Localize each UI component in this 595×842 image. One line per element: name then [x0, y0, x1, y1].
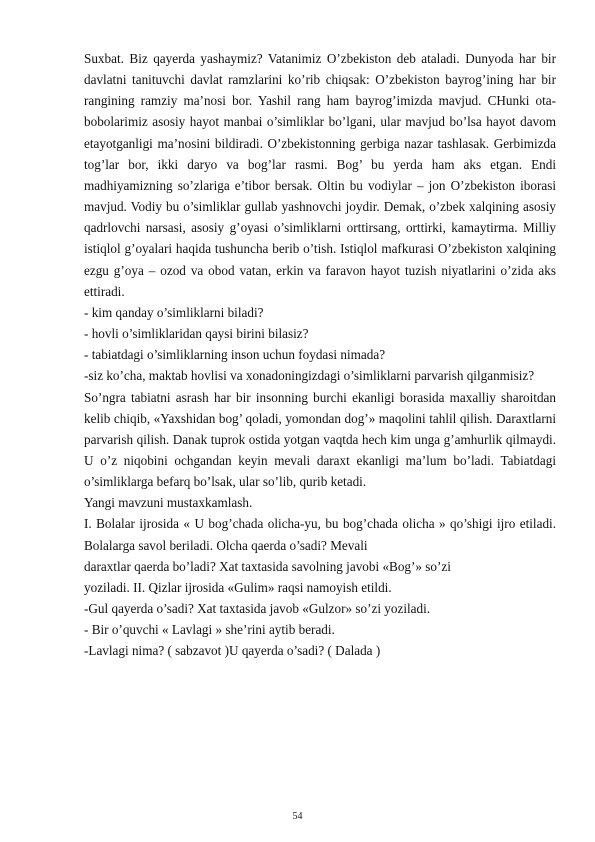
document-page: [84, 48, 556, 662]
body-paragraph: So’ngra tabiatni asrash har bir insonning burchi ekanligi borasida maxalliy sharoitdan kelib chiqib, «Yaxshidan bog’ qoladi, yomondan dog’» maqolini tahlil qilish. Daraxtlarni parvarish qilish. Danak tuprok ostida yotgan vaqtda hech kim unga g’amhurlik qilmaydi. U o’z niqobini ochgandan keyin mevali daraxt ekanligi ma’lum bo’ladi. Tabiatdagi o’simliklarga befarq bo’lsak, ular so’lib, qurib ketadi.: [84, 389, 556, 490]
question-paragraph: -siz ko’cha, maktab hovlisi va xonadoningizdagi o’simliklarni parvarish qilganmisiz?: [84, 368, 535, 384]
question-line: - kim qanday o’simliklarni biladi?: [84, 304, 264, 320]
text-line: yoziladi. II. Qizlar ijrosida «Gulim» raqsi namoyish etildi.: [84, 579, 392, 595]
intro-paragraph: Suxbat. Biz qayerda yashaymiz? Vatanimiz O’zbekiston deb ataladi. Dunyoda har bir davlatni tanituvchi davlat ramzlarini ko’rib chiqsak: O’zbekiston bayrog’ining har bir rangining ramziy ma’nosi bor. Yashil rang ham bayrog’imizda mavjud. CHunki ota-bobolarimiz asosiy hayot manbai o’simliklar bo’lgani, ular mavjud bo’lsa hayot davom etayotganligi ma’nosini bildiradi. O’zbekistonning gerbiga nazar tashlasak. Gerbimizda tog’lar bor, ikki daryo va bog’lar rasmi. Bog’ bu yerda ham aks etgan. Endi madhiyamizning so’zlariga e’tibor bersak. Oltin bu vodiylar – jon O’zbekiston iborasi mavjud. Vodiy bu o’simliklar gullab yashnovchi joydir. Demak, o’zbek xalqining asosiy qadrlovchi narsasi, asosiy g’oyasi o’simliklarni orttirsang, orttirki, kamaytirma. Milliy istiqlol g’oyalari haqida tushuncha berib o’tish. Istiqlol mafkurasi O’zbekiston xalqining ezgu g’oya – ozod va obod vatan, erkin va faravon hayot tuzish niyatlarini o’zida aks ettiradi.: [84, 51, 556, 299]
question-line: - tabiatdagi o’simliklarning inson uchun foydasi nimada?: [84, 347, 386, 363]
section-heading: Yangi mavzuni mustaxkamlash.: [84, 495, 253, 511]
text-line: -Lavlagi nima? ( sabzavot )U qayerda o’sadi? ( Dalada ): [84, 643, 381, 659]
text-line: daraxtlar qaerda bo’ladi? Xat taxtasida savolning javobi «Bog’» so’zi: [84, 558, 451, 574]
question-line: - hovli o’simliklaridan qaysi birini bilasiz?: [84, 326, 309, 342]
text-line: - Bir o’quvchi « Lavlagi » she’rini aytib beradi.: [84, 622, 335, 638]
page-number: 54: [292, 811, 303, 822]
text-line: -Gul qayerda o’sadi? Xat taxtasida javob «Gulzor» so’zi yoziladi.: [84, 601, 431, 617]
body-paragraph: I. Bolalar ijrosida « U bog’chada olicha-yu, bu bog’chada olicha » qo’shigi ijro etiladi. Bolalarga savol beriladi. Olcha qaerda o’sadi? Mevali: [84, 516, 556, 553]
